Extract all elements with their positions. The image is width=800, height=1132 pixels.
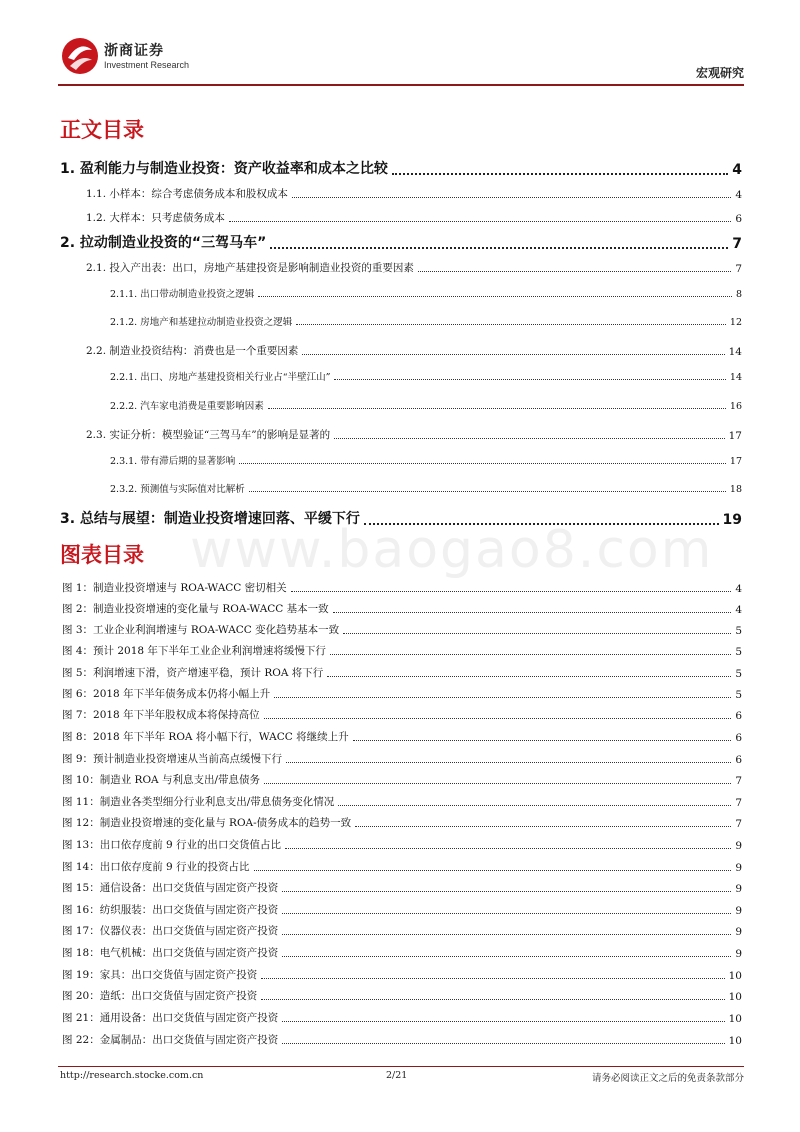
toc-leader (392, 173, 728, 175)
toc-leader (292, 197, 731, 198)
toc-entry-page: 7 (735, 263, 742, 275)
figure-entry[interactable] (62, 643, 742, 658)
header-divider (58, 84, 744, 86)
report-category: 宏观研究 (695, 66, 744, 80)
figure-entry[interactable] (62, 815, 742, 830)
figure-entry[interactable] (62, 988, 742, 1003)
figure-entry-text: 图 5：利润增速下滑，资产增速平稳，预计 ROA 将下行 (62, 667, 324, 679)
toc-entry-page: 6 (735, 213, 742, 225)
toc-leader (285, 848, 731, 849)
toc-entry-text: 1.1. 小样本：综合考虑债务成本和股权成本 (86, 188, 288, 200)
toc-entry[interactable] (110, 314, 742, 328)
toc-entry-text: 2.1.1. 出口带动制造业投资之逻辑 (110, 289, 255, 300)
figure-entry-page: 6 (735, 732, 742, 744)
toc-entry-text: 2. 拉动制造业投资的“三驾马车” (60, 235, 267, 251)
toc-leader (286, 762, 731, 763)
figure-entry-page: 9 (735, 883, 742, 895)
figure-entry-page: 7 (735, 775, 742, 787)
figure-entry[interactable] (62, 902, 742, 917)
figures-title: 图表目录 (60, 543, 144, 567)
toc-entry-page: 17 (729, 456, 742, 467)
toc-leader (355, 826, 731, 827)
figure-entry-text: 图 8：2018 年下半年 ROA 将小幅下行，WACC 将继续上升 (62, 731, 349, 743)
figure-entry-text: 图 11：制造业各类型细分行业利息支出/带息债务变化情况 (62, 796, 335, 808)
figure-entry[interactable] (62, 601, 742, 616)
toc-entry[interactable] (60, 158, 742, 178)
figure-entry-page: 7 (735, 818, 742, 830)
toc-leader (282, 891, 731, 892)
toc-entry-text: 3. 总结与展望：制造业投资增速回落、平缓下行 (60, 511, 360, 527)
toc-leader (282, 1021, 724, 1022)
toc-leader (229, 221, 731, 222)
toc-entry-page: 18 (729, 484, 742, 495)
figure-entry-text: 图 2：制造业投资增速的变化量与 ROA-WACC 基本一致 (62, 603, 329, 615)
toc-entry-text: 2.3.1. 带有滞后期的显著影响 (110, 456, 236, 467)
figure-entry[interactable] (62, 751, 742, 766)
toc-leader (334, 379, 725, 380)
figure-entry-page: 9 (735, 840, 742, 852)
figure-entry[interactable] (62, 945, 742, 960)
toc-entry[interactable] (86, 210, 742, 225)
footer-url[interactable]: http://research.stocke.com.cn (60, 1070, 204, 1081)
company-name-en: Investment Research (104, 60, 190, 70)
footer-divider (58, 1066, 744, 1067)
figure-entry-text: 图 21：通用设备：出口交货值与固定资产投资 (62, 1012, 279, 1024)
figure-entry-text: 图 4：预计 2018 年下半年工业企业利润增速将缓慢下行 (62, 645, 326, 657)
figure-entry-text: 图 20：造纸：出口交货值与固定资产投资 (62, 990, 258, 1002)
toc-leader (254, 870, 732, 871)
toc-leader (364, 523, 719, 525)
figure-entry-page: 9 (735, 926, 742, 938)
toc-entry[interactable] (86, 186, 742, 201)
figure-entry-text: 图 12：制造业投资增速的变化量与 ROA-债务成本的趋势一致 (62, 817, 352, 829)
toc-entry-text: 2.2.1. 出口、房地产基建投资相关行业占“半壁江山” (110, 372, 331, 383)
figure-entry[interactable] (62, 1032, 742, 1047)
toc-leader (249, 491, 726, 492)
toc-entry-page: 14 (728, 346, 742, 358)
toc-leader (296, 324, 726, 325)
figure-entry[interactable] (62, 686, 742, 701)
toc-leader (353, 740, 732, 741)
figure-entry[interactable] (62, 707, 742, 722)
toc-leader (291, 591, 732, 592)
figure-entry-page: 7 (735, 797, 742, 809)
figure-entry[interactable] (62, 580, 742, 595)
toc-leader (239, 463, 726, 464)
toc-leader (327, 676, 731, 677)
figure-entry-text: 图 6：2018 年下半年债务成本仍将小幅上升 (62, 688, 271, 700)
toc-leader (264, 718, 732, 719)
toc-leader (343, 633, 731, 634)
toc-leader (282, 1043, 724, 1044)
figure-entry-page: 10 (728, 1035, 742, 1047)
toc-leader (418, 271, 731, 272)
toc-entry-text: 2.3. 实证分析：模型验证“三驾马车”的影响是显著的 (86, 429, 331, 441)
toc-leader (333, 612, 732, 613)
company-name-cn: 浙商证券 (104, 43, 164, 59)
toc-entry-page: 4 (732, 162, 742, 178)
figure-entry[interactable] (62, 859, 742, 874)
figure-entry-text: 图 19：家具：出口交货值与固定资产投资 (62, 969, 258, 981)
figure-entry-text: 图 22：金属制品：出口交货值与固定资产投资 (62, 1034, 279, 1046)
figure-entry[interactable] (62, 923, 742, 938)
toc-title: 正文目录 (60, 118, 144, 142)
toc-leader (302, 354, 724, 355)
figure-entry-page: 5 (735, 668, 742, 680)
figure-entry-text: 图 10：制造业 ROA 与利息支出/带息债务 (62, 774, 261, 786)
toc-entry-page: 4 (735, 189, 742, 201)
figure-entry-text: 图 9：预计制造业投资增速从当前高点缓慢下行 (62, 753, 283, 765)
figure-entry-page: 9 (735, 862, 742, 874)
figure-entry-text: 图 18：电气机械：出口交货值与固定资产投资 (62, 947, 279, 959)
toc-leader (268, 408, 726, 409)
figure-entry[interactable] (62, 967, 742, 982)
toc-entry-text: 2.2. 制造业投资结构：消费也是一个重要因素 (86, 345, 299, 357)
toc-entry-page: 19 (722, 512, 742, 528)
figure-entry-text: 图 17：仪器仪表：出口交货值与固定资产投资 (62, 925, 279, 937)
figure-entry-text: 图 14：出口依存度前 9 行业的投资占比 (62, 861, 250, 873)
toc-entry-page: 12 (729, 317, 742, 328)
figure-entry[interactable] (62, 729, 742, 744)
toc-leader (261, 978, 724, 979)
figure-entry-page: 5 (735, 689, 742, 701)
toc-leader (282, 956, 731, 957)
figure-entry-page: 10 (728, 970, 742, 982)
figure-entry[interactable] (62, 772, 742, 787)
toc-entry[interactable] (86, 427, 742, 442)
toc-entry-page: 17 (728, 430, 742, 442)
figure-entry-text: 图 1：制造业投资增速与 ROA-WACC 密切相关 (62, 582, 287, 594)
figure-entry-page: 10 (728, 1013, 742, 1025)
figure-entry[interactable] (62, 622, 742, 637)
toc-entry[interactable] (110, 286, 742, 300)
toc-leader (338, 805, 731, 806)
toc-entry-page: 8 (735, 289, 742, 300)
figure-entry-page: 5 (735, 646, 742, 658)
toc-entry-page: 14 (729, 372, 742, 383)
figure-entry-page: 6 (735, 710, 742, 722)
toc-leader (274, 697, 731, 698)
figure-entry-page: 6 (735, 754, 742, 766)
figure-entry-page: 4 (735, 604, 742, 616)
figure-entry-text: 图 7：2018 年下半年股权成本将保持高位 (62, 709, 260, 721)
toc-leader (334, 438, 725, 439)
logo-mark-icon (60, 36, 100, 76)
toc-entry-text: 2.3.2. 预测值与实际值对比解析 (110, 484, 245, 495)
toc-entry[interactable] (60, 508, 742, 528)
toc-entry[interactable] (110, 481, 742, 495)
figure-entry[interactable] (62, 837, 742, 852)
figure-entry[interactable] (62, 794, 742, 809)
toc-entry-text: 2.1. 投入产出表：出口，房地产基建投资是影响制造业投资的重要因素 (86, 262, 414, 274)
figure-entry-page: 10 (728, 991, 742, 1003)
toc-leader (330, 654, 731, 655)
toc-entry[interactable] (110, 369, 742, 383)
toc-entry-page: 16 (729, 401, 742, 412)
toc-entry[interactable] (60, 232, 742, 252)
figure-entry-text: 图 15：通信设备：出口交货值与固定资产投资 (62, 882, 279, 894)
toc-entry-text: 1. 盈利能力与制造业投资：资产收益率和成本之比较 (60, 161, 388, 177)
page-number: 2/21 (386, 1070, 408, 1081)
figure-entry-text: 图 16：纺织服装：出口交货值与固定资产投资 (62, 904, 279, 916)
figure-entry[interactable] (62, 665, 742, 680)
toc-entry-page: 7 (732, 236, 742, 252)
figure-entry-page: 9 (735, 905, 742, 917)
company-logo (60, 36, 190, 80)
disclaimer-note: 请务必阅读正文之后的免责条款部分 (591, 1073, 744, 1084)
toc-entry[interactable] (86, 260, 742, 275)
toc-entry-text: 2.1.2. 房地产和基建拉动制造业投资之逻辑 (110, 317, 293, 328)
figure-entry-text: 图 3：工业企业利润增速与 ROA-WACC 变化趋势基本一致 (62, 624, 340, 636)
toc-entry-text: 2.2.2. 汽车家电消费是重要影响因素 (110, 401, 264, 412)
toc-leader (282, 934, 731, 935)
toc-leader (258, 296, 732, 297)
toc-entry[interactable] (110, 453, 742, 467)
figure-entry[interactable] (62, 880, 742, 895)
toc-entry[interactable] (110, 398, 742, 412)
toc-entry-text: 1.2. 大样本：只考虑债务成本 (86, 212, 225, 224)
figure-entry-page: 5 (735, 625, 742, 637)
figure-entry[interactable] (62, 1010, 742, 1025)
figure-entry-text: 图 13：出口依存度前 9 行业的出口交货值占比 (62, 839, 282, 851)
toc-leader (264, 783, 731, 784)
toc-leader (261, 999, 724, 1000)
toc-leader (270, 247, 728, 249)
figure-entry-page: 4 (735, 583, 742, 595)
watermark: www.baogao8.com (190, 520, 714, 580)
figure-entry-page: 9 (735, 948, 742, 960)
toc-entry[interactable] (86, 343, 742, 358)
toc-leader (282, 913, 731, 914)
